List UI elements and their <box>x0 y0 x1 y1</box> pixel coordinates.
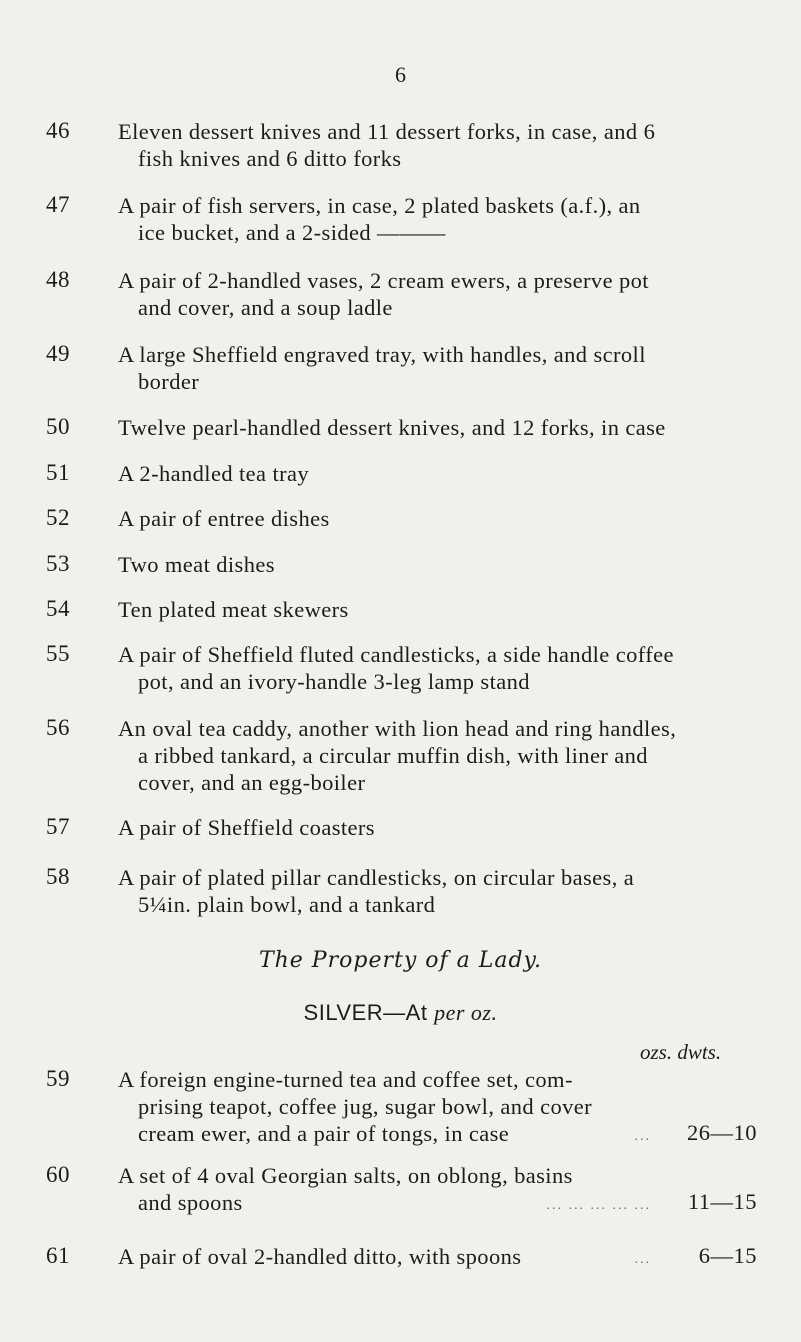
lot-number: 48 <box>46 267 70 292</box>
lot-description <box>118 1162 778 1216</box>
lot-line: prising teapot, coffee jug, sugar bowl, and cover <box>138 1094 593 1119</box>
lot-number: 54 <box>46 596 70 621</box>
lot-line: A set of 4 oval Georgian salts, on oblong, basins <box>118 1163 573 1188</box>
lot-number: 52 <box>46 505 70 530</box>
lot-dots: ... <box>634 1252 651 1267</box>
lot-description <box>118 1066 778 1147</box>
lot-description <box>118 414 778 441</box>
lot-dots: ... ... ... ... ... <box>546 1198 651 1213</box>
lot-number: 61 <box>46 1243 70 1268</box>
lot-number: 51 <box>46 460 70 485</box>
lot-line: fish knives and 6 ditto forks <box>138 146 402 171</box>
lot-price: 11—15 <box>687 1189 757 1214</box>
lot-line: and cover, and a soup ladle <box>138 295 393 320</box>
lot-line: A pair of oval 2-handled ditto, with spoons <box>118 1244 522 1269</box>
lot-line: border <box>138 369 200 394</box>
lot-line: cover, and an egg-boiler <box>138 770 366 795</box>
lot-line: A pair of 2-handled vases, 2 cream ewers, a preserve pot <box>118 268 649 293</box>
lot-number: 46 <box>46 118 70 143</box>
lot-description <box>118 864 778 918</box>
subheading-italic: per oz. <box>434 1000 498 1025</box>
lot-price: 6—15 <box>698 1243 757 1268</box>
lot-number: 60 <box>46 1162 70 1187</box>
lot-description <box>118 551 778 578</box>
lot-description <box>118 814 778 841</box>
lot-line: Two meat dishes <box>118 552 275 577</box>
lot-number: 50 <box>46 414 70 439</box>
lot-number: 47 <box>46 192 70 217</box>
lot-description <box>118 341 778 395</box>
lot-line: A pair of fish servers, in case, 2 plated baskets (a.f.), an <box>118 193 641 218</box>
lot-dots: ... <box>634 1129 651 1144</box>
lot-line: A pair of Sheffield fluted candlesticks, a side handle coffee <box>118 642 674 667</box>
lot-description <box>118 596 778 623</box>
lot-number: 57 <box>46 814 70 839</box>
section-subheading <box>0 1000 801 1026</box>
lot-line: Eleven dessert knives and 11 dessert forks, in case, and 6 <box>118 119 656 144</box>
lot-number: 59 <box>46 1066 70 1091</box>
lot-description <box>118 267 778 321</box>
lot-line: ice bucket, and a 2-sided ——— <box>138 220 446 245</box>
page-number: 6 <box>395 62 406 87</box>
lot-line: Twelve pearl-handled dessert knives, and 12 forks, in case <box>118 415 666 440</box>
lot-line: A foreign engine-turned tea and coffee set, com- <box>118 1067 573 1092</box>
lot-number: 55 <box>46 641 70 666</box>
lot-line: A pair of Sheffield coasters <box>118 815 375 840</box>
lot-number: 53 <box>46 551 70 576</box>
subheading-main: SILVER—At <box>303 1000 428 1025</box>
lot-price: 26—10 <box>687 1120 757 1145</box>
lot-number: 56 <box>46 715 70 740</box>
section-heading: The Property of a Lady. <box>258 948 543 973</box>
lot-description <box>118 505 778 532</box>
lot-line: Ten plated meat skewers <box>118 597 349 622</box>
lot-description <box>118 118 778 172</box>
lot-description <box>118 641 778 695</box>
lot-line: and spoons <box>138 1190 243 1215</box>
lot-line: A pair of plated pillar candlesticks, on circular bases, a <box>118 865 635 890</box>
lot-number: 58 <box>46 864 70 889</box>
lot-line: A 2-handled tea tray <box>118 461 310 486</box>
lot-description <box>118 460 778 487</box>
lot-number: 49 <box>46 341 70 366</box>
lot-line: A large Sheffield engraved tray, with handles, and scroll <box>118 342 646 367</box>
lot-description <box>118 1243 778 1270</box>
lot-line: An oval tea caddy, another with lion head and ring handles, <box>118 716 677 741</box>
lot-line: pot, and an ivory-handle 3-leg lamp stand <box>138 669 530 694</box>
lot-line: A pair of entree dishes <box>118 506 330 531</box>
lot-line: 5¼in. plain bowl, and a tankard <box>138 892 436 917</box>
lot-description <box>118 715 778 796</box>
units-header: ozs. dwts. <box>640 1040 722 1064</box>
lot-line: a ribbed tankard, a circular muffin dish, with liner and <box>138 743 648 768</box>
lot-description <box>118 192 778 246</box>
lot-line: cream ewer, and a pair of tongs, in case <box>138 1121 510 1146</box>
